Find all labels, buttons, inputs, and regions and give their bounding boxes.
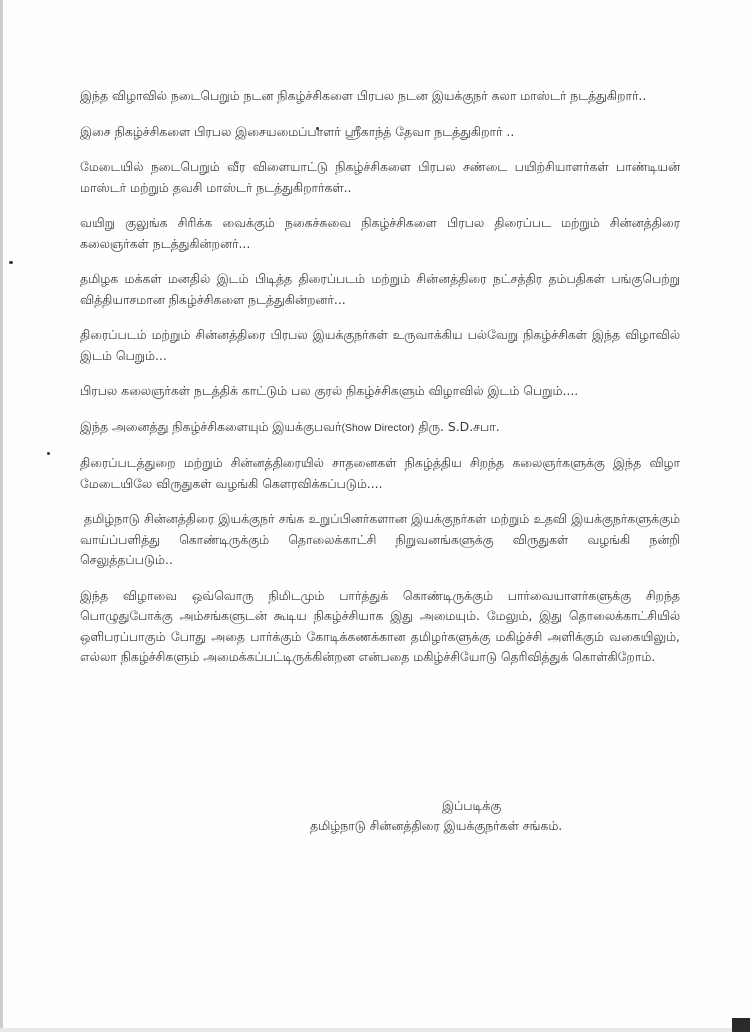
paragraph-directors-programs: திரைப்படம் மற்றும் சின்னத்திரை பிரபல இயக்குநர்கள் உருவாக்கிய பல்வேறு நிகழ்ச்சிகள் இந்த விழாவில் இடம் பெறும்... (80, 327, 680, 363)
paragraph-closing: இந்த விழாவை ஒவ்வொரு நிமிடமும் பார்த்துக் கொண்டிருக்கும் பார்வையாளர்களுக்கு சிறந்த பொழுதுபோக்கு அம்சங்களுடன் கூடிய நிகழ்ச்சியாக இது அமையும். மேலும், இது தொலைக்காட்சியில் ஒளிபரப்பாகும் போது அதை பார்க்கும் கோடிக்கணக்கான தமிழர்களுக்கு மகிழ்ச்சி அளிக்கும் வகையிலும், எல்லா நிகழ்ச்சிகளும் அமைக்கப்பட்டிருக்கின்றன என்பதை மகிழ்ச்சியோடு தெரிவித்துக் கொள்கிறோம். (80, 587, 680, 664)
paragraph-show-director (80, 417, 680, 439)
paragraph-comedy: வயிறு குலுங்க சிரிக்க வைக்கும் நகைச்சுவை நிகழ்ச்சிகளை பிரபல திரைப்பட மற்றும் சின்னத்திரை கலைஞர்கள் நடத்துகின்றனர்... (80, 215, 680, 251)
show-director-text: இந்த அனைத்து நிகழ்ச்சிகளையும் இயக்குபவர் (80, 418, 342, 434)
paragraph-dance: இந்த விழாவில் நடைபெறும் நடன நிகழ்ச்சிகளை பிரபல நடன இயக்குநர் கலா மாஸ்டர் நடத்துகிறார்.. (80, 88, 647, 103)
scan-speck (47, 452, 50, 455)
letter-body (80, 86, 680, 683)
paragraph-awards-channels: தமிழ்நாடு சின்னத்திரை இயக்குநர் சங்க உறுப்பினர்களான இயக்குநர்கள் மற்றும் உதவி இயக்குநர்களுக்கும் வாய்ப்பளித்து கொண்டிருக்கும் தொலைக்காட்சி நிறுவனங்களுக்கு விருதுகள் வழங்கி நன்றி செலுத்தப்படும்.. (80, 511, 680, 567)
signature-organization: தமிழ்நாடு சின்னத்திரை இயக்குநர்கள் சங்கம். (310, 818, 563, 833)
scan-bottom-edge (0, 1028, 750, 1032)
paragraph-martial-arts: மேடையில் நடைபெறும் வீர விளையாட்டு நிகழ்ச்சிகளை பிரபல சண்டை பயிற்சியாளர்கள் பாண்டியன் மாஸ்டர் மற்றும் தவசி மாஸ்டர் நடத்துகிறார்கள்.. (80, 159, 680, 195)
paragraph-awards-artists: திரைப்படத்துறை மற்றும் சின்னத்திரையில் சாதனைகள் நிகழ்த்திய சிறந்த கலைஞர்களுக்கு இந்த விழா மேடையிலே விருதுகள் வழங்கி கௌரவிக்கப்படும்.... (80, 455, 680, 491)
paragraph-music: இசை நிகழ்ச்சிகளை பிரபல இசையமைப்பாளர் ஸ்ரீகாந்த் தேவா நடத்துகிறார் .. (80, 123, 515, 139)
paragraph-star-couples: தமிழக மக்கள் மனதில் இடம் பிடித்த திரைப்படம் மற்றும் சின்னத்திரை நட்சத்திர தம்பதிகள் பங்குபெற்று வித்தியாசமான நிகழ்ச்சிகளை நடத்துகின்றனர்... (80, 271, 680, 307)
signature-closing: இப்படிக்கு (442, 798, 502, 813)
scan-speck (9, 261, 13, 264)
scan-corner-mark (732, 1018, 750, 1032)
paragraph-mimicry: பிரபல கலைஞர்கள் நடத்திக் காட்டும் பல குரல் நிகழ்ச்சிகளும் விழாவில் இடம் பெறும்.... (80, 383, 579, 398)
show-director-name: திரு. S.D.சபா. (414, 418, 500, 434)
scan-left-edge (0, 0, 3, 1032)
show-director-english: (Show Director) (341, 421, 415, 434)
signature-block (300, 796, 680, 836)
